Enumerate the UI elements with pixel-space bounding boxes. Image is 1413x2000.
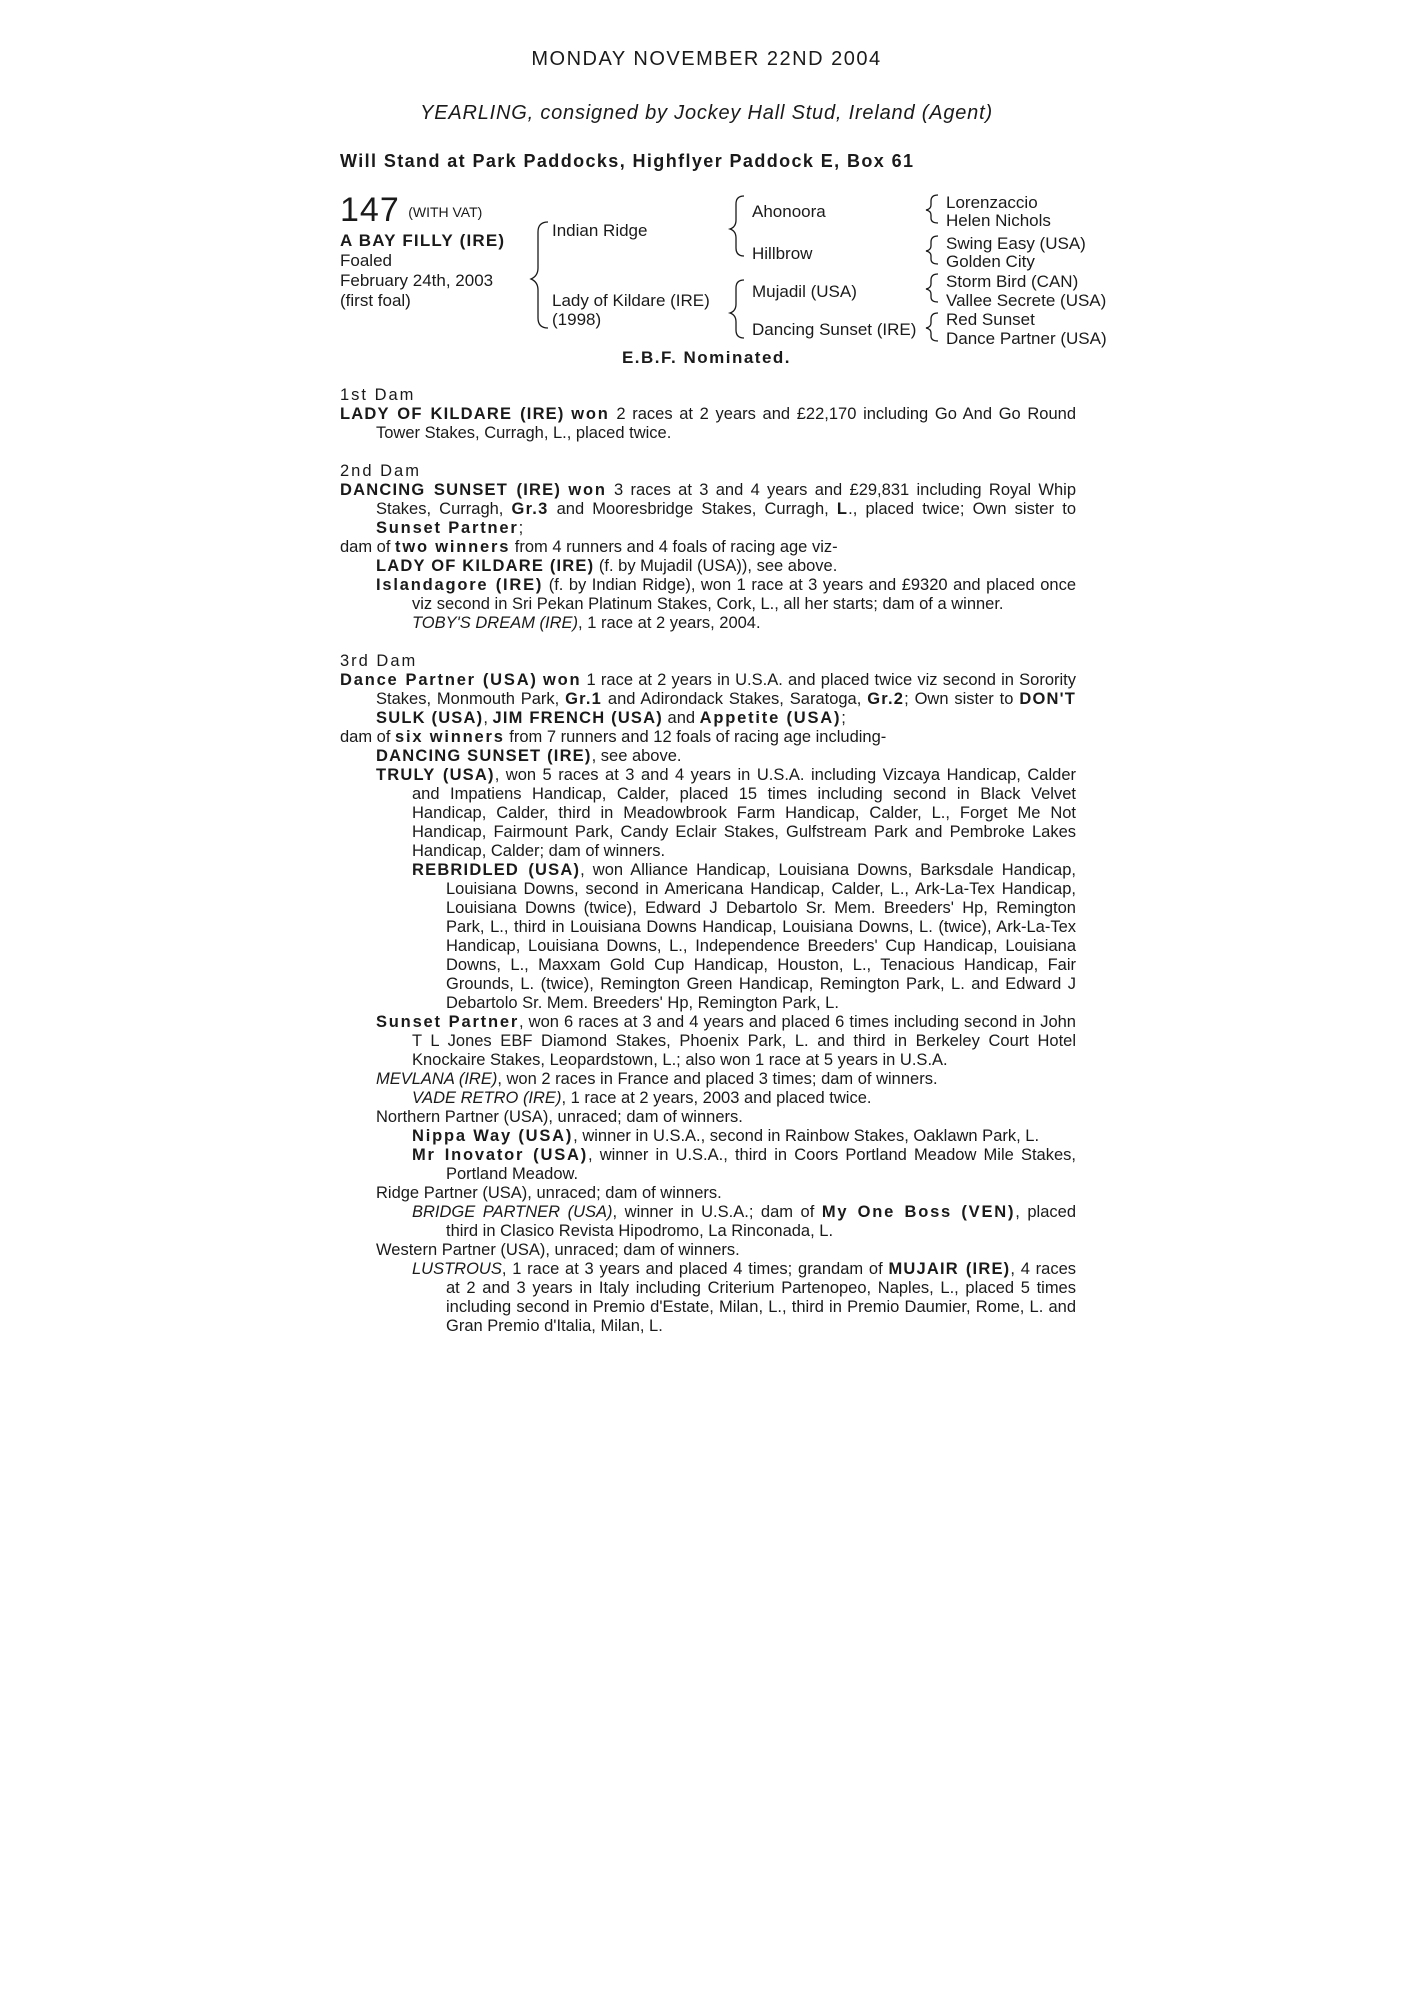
third-dam-text-c: ; Own sister to: [904, 690, 1020, 708]
pedigree-sire-sire: Ahonoora: [752, 202, 826, 221]
third-dam-dam-of: [340, 728, 1076, 747]
produce-name: TRULY (USA): [376, 766, 495, 784]
third-dam-sep-2: and: [662, 709, 700, 727]
foaled-label: Foaled: [340, 251, 392, 270]
ebf-nominated: E.B.F. Nominated.: [621, 348, 792, 367]
first-dam-won: won: [571, 405, 610, 423]
second-dam-text-b: and Mooresbridge Stakes, Curragh,: [548, 500, 837, 518]
second-dam-paragraph: [340, 481, 1076, 538]
second-dam-text-c: ., placed twice; Own sister to: [848, 500, 1077, 518]
first-dam-text: 2 races at 2 years and £22,170 including Go And Go Round Tower Stakes, Curragh, L., placed twice.: [376, 405, 1077, 442]
third-dam-text-b: and Adirondack Stakes, Saratoga,: [602, 690, 868, 708]
grand-produce-entry: [340, 1127, 1076, 1146]
pedigree-g6: Vallee Secrete (USA): [946, 291, 1107, 310]
second-dam-dam-of: [340, 538, 1076, 557]
grand-produce-entry: [340, 1203, 1076, 1241]
grand-produce-text: , winner in U.S.A., second in Rainbow Stakes, Oaklawn Park, L.: [573, 1127, 1040, 1145]
grand-produce-text: , winner in U.S.A., third in Coors Portland Meadow Mile Stakes, Portland Meadow.: [446, 1146, 1076, 1183]
pedigree-g7: Red Sunset: [946, 310, 1035, 329]
first-dam-heading: 1st Dam: [340, 386, 416, 404]
dam-of-count: six winners: [395, 728, 505, 746]
third-dam-sibling-2: JIM FRENCH (USA): [492, 709, 663, 727]
produce-entry: Northern Partner (USA), unraced; dam of winners.: [376, 1108, 743, 1126]
produce-name: Sunset Partner: [376, 1013, 520, 1031]
consignment-line: YEARLING, consigned by Jockey Hall Stud, Ireland (Agent): [420, 102, 993, 124]
produce-entry: [340, 766, 1076, 861]
foaled-date: February 24th, 2003: [340, 271, 494, 290]
third-dam-text-a: 1 race at 2 years in U.S.A. and placed twice viz second in Sorority Stakes, Monmouth Park,: [376, 671, 1076, 708]
grand-produce-name: Nippa Way (USA): [412, 1127, 574, 1145]
grand-produce-text-b: , placed third in Clasico Revista Hipodromo, La Rinconada, L.: [446, 1203, 1076, 1240]
pedigree-sire: Indian Ridge: [552, 221, 648, 240]
second-dam-listed: L: [836, 500, 849, 518]
grand-produce-offspring: MUJAIR (IRE): [888, 1260, 1011, 1278]
grand-produce-name: REBRIDLED (USA): [412, 861, 581, 879]
second-dam-section: [340, 462, 1076, 633]
produce-text: , won 6 races at 3 and 4 years and placed 6 times including second in John T L Jones EBF Diamond Stakes, Phoenix Park, L. and third in Berkeley Court Hotel Knockaire Stakes, Leopardstown, L.; also won 1 race at 5 years in U.S.A.: [412, 1013, 1076, 1069]
lot-name: A BAY FILLY (IRE): [340, 231, 506, 250]
grand-produce-name: VADE RETRO (IRE): [412, 1089, 562, 1107]
sale-date: MONDAY NOVEMBER 22ND 2004: [531, 48, 882, 70]
third-dam-sibling-1: DON'T SULK (USA): [376, 690, 1076, 727]
produce-name: MEVLANA (IRE): [376, 1070, 498, 1088]
pedigree-g4: Golden City: [946, 252, 1035, 271]
third-dam-name: Dance Partner (USA): [340, 671, 538, 689]
lot-vat: (WITH VAT): [408, 204, 483, 220]
grand-produce-text: , 1 race at 2 years, 2003 and placed twice.: [561, 1089, 872, 1107]
grand-produce-entry: [340, 1260, 1076, 1336]
pedigree-g2: Helen Nichols: [946, 211, 1051, 230]
third-dam-section: [340, 652, 1076, 1336]
grand-produce-text-b: , 4 races at 2 and 3 years in Italy including Criterium Partenopeo, Naples, L., placed 5 times including second in Premio d'Estate, Milan, L., third in Premio Daumier, Rome, L. and Gran Premio d'Italia, Milan, L.: [446, 1260, 1077, 1335]
produce-text: (f. by Indian Ridge), won 1 race at 3 years and £9320 and placed once viz second in Sri Pekan Platinum Stakes, Cork, L., all her starts; dam of a winner.: [412, 576, 1076, 613]
third-dam-text-d: ;: [841, 709, 846, 727]
produce-text: (f. by Mujadil (USA)), see above.: [594, 557, 838, 575]
first-dam-name: LADY OF KILDARE (IRE): [340, 405, 565, 423]
pedigree-g3: Swing Easy (USA): [946, 234, 1086, 253]
produce-entry: [340, 1070, 1076, 1089]
pedigree-dam-sire: Mujadil (USA): [752, 282, 857, 301]
produce-name: Islandagore (IRE): [376, 576, 544, 594]
grand-produce-entry: [340, 614, 1076, 633]
second-dam-heading: 2nd Dam: [340, 462, 421, 480]
dam-of-post: from 4 runners and 4 foals of racing age viz-: [510, 538, 838, 556]
grand-produce-text-a: , 1 race at 3 years and placed 4 times; grandam of: [501, 1260, 889, 1278]
grand-produce-entry: [340, 1089, 1076, 1108]
dam-of-pre: dam of: [340, 728, 396, 746]
grand-produce-text: , 1 race at 2 years, 2004.: [578, 614, 761, 632]
produce-record: [340, 386, 1076, 1355]
second-dam-sister: Sunset Partner: [376, 519, 519, 537]
grand-produce-offspring: My One Boss (VEN): [821, 1203, 1016, 1221]
first-dam-paragraph: [340, 405, 1076, 443]
third-dam-won: won: [542, 671, 582, 689]
grand-produce-entry: [340, 861, 1076, 1013]
third-dam-sep-1: ,: [483, 709, 493, 727]
produce-text: , see above.: [591, 747, 682, 765]
pedigree-dam-dam: Dancing Sunset (IRE): [752, 320, 917, 339]
second-dam-text-a: 3 races at 3 and 4 years and £29,831 including Royal Whip Stakes, Curragh,: [376, 481, 1076, 518]
produce-entry: [340, 576, 1076, 614]
third-dam-heading: 3rd Dam: [340, 652, 418, 670]
second-dam-won: won: [568, 481, 607, 499]
produce-entry: [340, 557, 1076, 576]
dam-of-count: two winners: [395, 538, 511, 556]
grand-produce-name: TOBY'S DREAM (IRE): [412, 614, 579, 632]
third-dam-paragraph: [340, 671, 1076, 728]
third-dam-sibling-3: Appetite (USA): [699, 709, 842, 727]
grand-produce-name: Mr Inovator (USA): [412, 1146, 589, 1164]
third-dam-grade-2: Gr.2: [867, 690, 905, 708]
produce-entry: [340, 1013, 1076, 1070]
grand-produce-name: LUSTROUS: [412, 1260, 502, 1278]
lot-number: 147: [340, 191, 400, 229]
pedigree-g5: Storm Bird (CAN): [946, 272, 1079, 291]
first-dam-section: [340, 386, 1076, 443]
pedigree-dam: Lady of Kildare (IRE): [552, 291, 710, 310]
grand-produce-name: BRIDGE PARTNER (USA): [412, 1203, 613, 1221]
pedigree-dam-year: (1998): [552, 310, 602, 329]
produce-text: , won 5 races at 3 and 4 years in U.S.A. including Vizcaya Handicap, Calder and Impatiens Handicap, Calder, placed 15 times including second in Black Velvet Handicap, Calder, third in Meadowbrook Farm Handicap, Calder, L., Forget Me Not Handicap, Fairmount Park, Candy Eclair Stakes, Gulfstream Park and Pembroke Lakes Handicap, Calder; dam of winners.: [412, 766, 1076, 860]
produce-entry: Western Partner (USA), unraced; dam of winners.: [376, 1241, 740, 1259]
stand-location: Will Stand at Park Paddocks, Highflyer Paddock E, Box 61: [340, 151, 915, 171]
produce-name: LADY OF KILDARE (IRE): [376, 557, 595, 575]
produce-entry: Ridge Partner (USA), unraced; dam of winners.: [376, 1184, 722, 1202]
produce-name: DANCING SUNSET (IRE): [376, 747, 592, 765]
second-dam-grade: Gr.3: [511, 500, 549, 518]
third-dam-grade-1: Gr.1: [565, 690, 603, 708]
produce-text: , won 2 races in France and placed 3 times; dam of winners.: [497, 1070, 938, 1088]
pedigree-g1: Lorenzaccio: [946, 193, 1038, 212]
grand-produce-text-a: , winner in U.S.A.; dam of: [612, 1203, 822, 1221]
dam-of-pre: dam of: [340, 538, 396, 556]
grand-produce-entry: [340, 1146, 1076, 1184]
pedigree-sire-dam: Hillbrow: [752, 244, 813, 263]
second-dam-name: DANCING SUNSET (IRE): [340, 481, 562, 499]
produce-entry: [340, 747, 1076, 766]
pedigree-g8: Dance Partner (USA): [946, 329, 1107, 348]
dam-of-post: from 7 runners and 12 foals of racing age including-: [504, 728, 887, 746]
second-dam-text-d: ;: [518, 519, 524, 537]
grand-produce-text: , won Alliance Handicap, Louisiana Downs, Barksdale Handicap, Louisiana Downs, second in Americana Handicap, Calder, L., Ark-La-Tex Handicap, Louisiana Downs (twice), Edward J Debartolo Sr. Mem. Breeders' Hp, Remington Park, L., third in Louisiana Downs Handicap, Louisiana Downs, L. (twice), Ark-La-Tex Handicap, Louisiana Downs, L., Independence Breeders' Cup Handicap, Louisiana Downs, L., Maxxam Gold Cup Handicap, Houston, L., Tenacious Handicap, Fair Grounds, L. (twice), Remington Green Handicap, Remington Park, L. and Edward J Debartolo Sr. Mem. Breeders' Hp, Remington Park, L.: [446, 861, 1076, 1012]
lot-note: (first foal): [340, 291, 411, 310]
